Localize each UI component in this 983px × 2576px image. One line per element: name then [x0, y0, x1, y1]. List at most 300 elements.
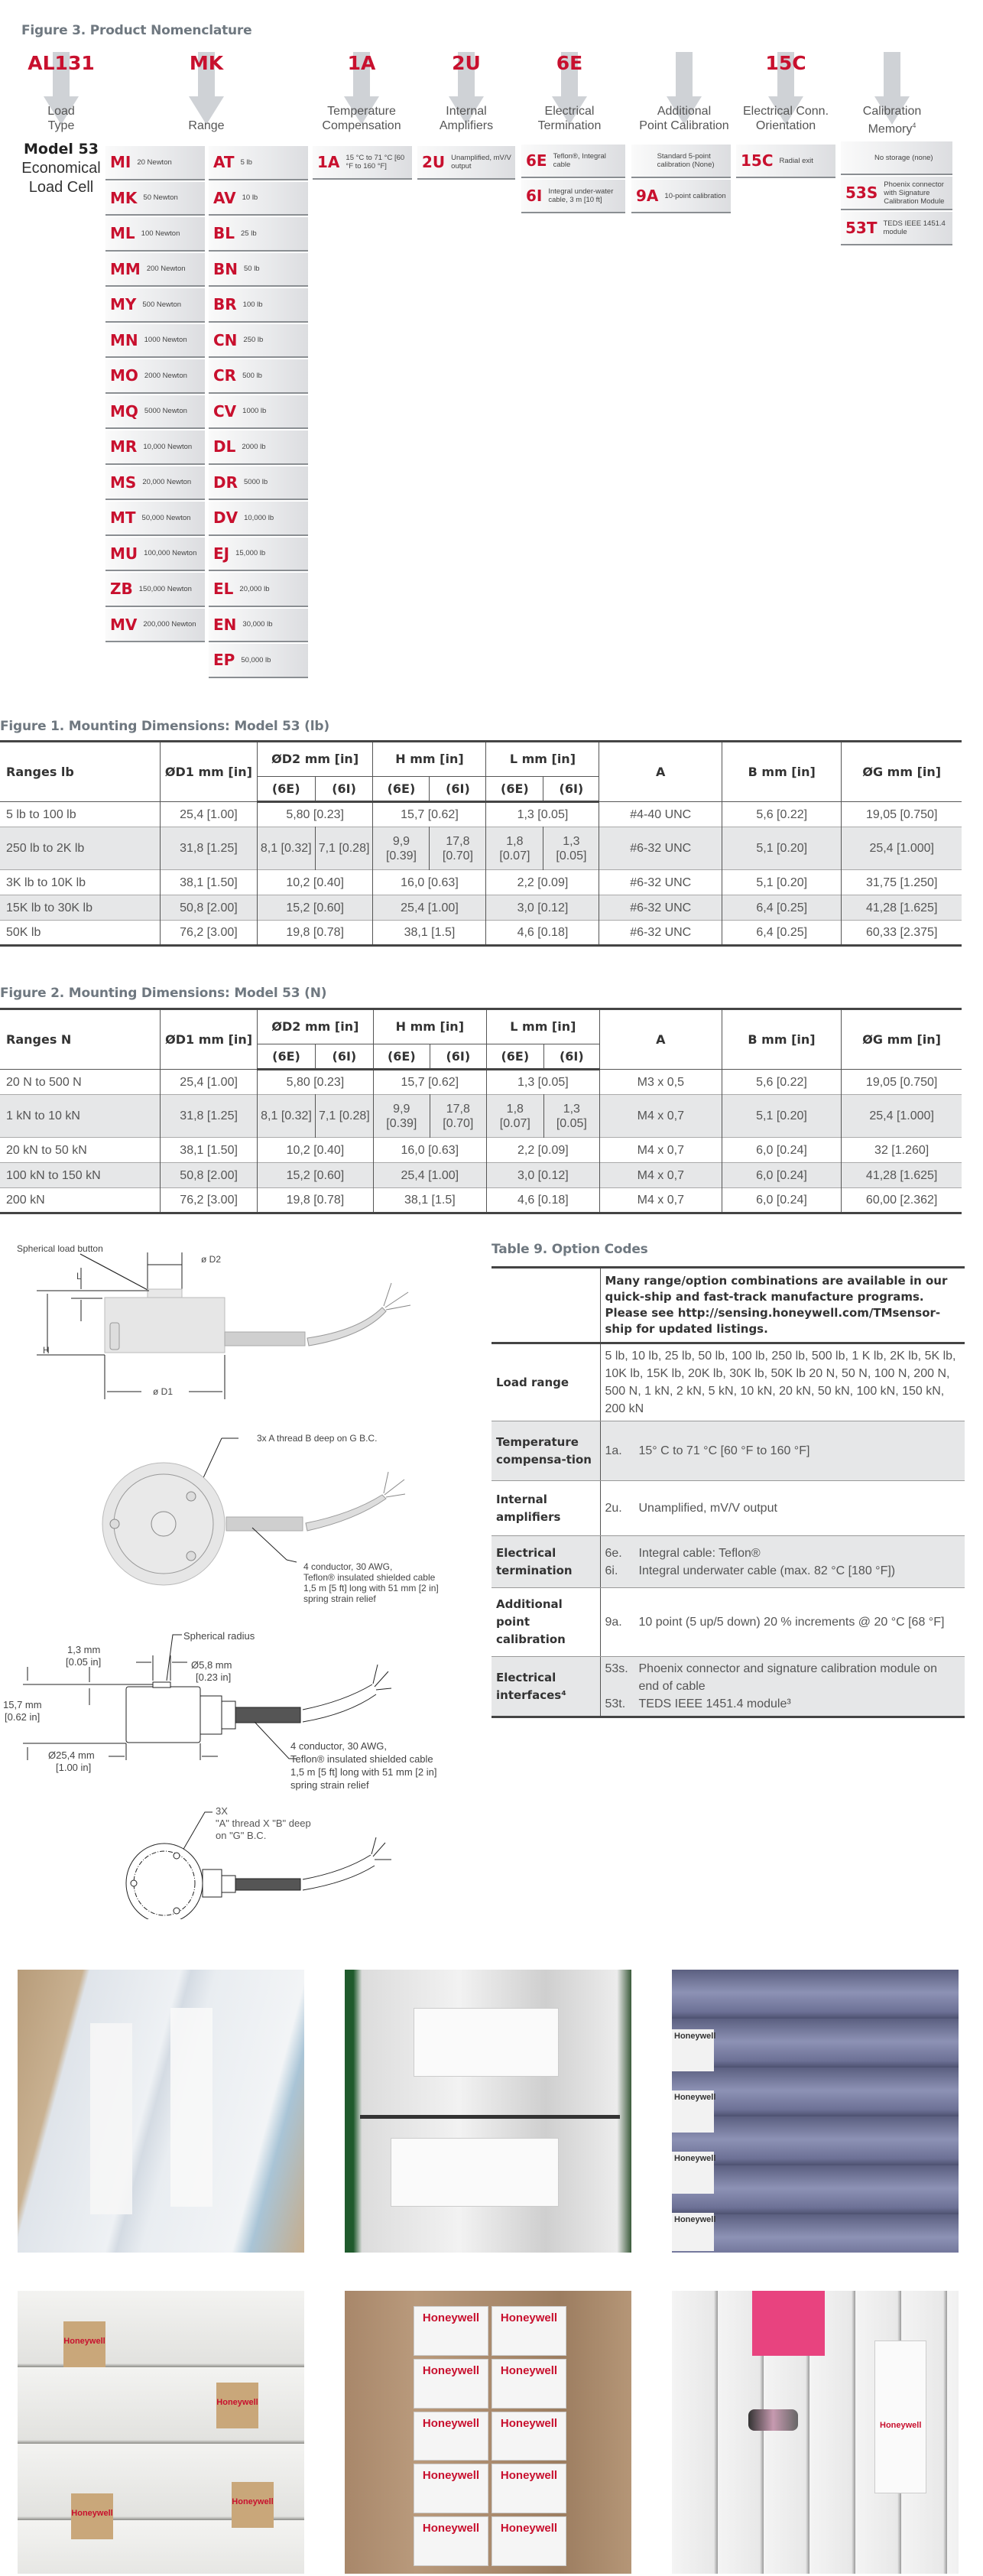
cell-body [126, 1687, 200, 1743]
cell-d2-6e: 8,1 [0.32] [258, 1095, 316, 1138]
load-button [148, 1289, 182, 1298]
label-h: H [43, 1345, 50, 1356]
sensor-sample [748, 2409, 798, 2431]
cell-h-6e: 9,9 [0.39] [373, 1095, 430, 1138]
cell-range: 50K lb [0, 921, 161, 946]
cell-b: 5,6 [0.22] [722, 802, 842, 827]
model-name: Model 53 [23, 141, 99, 158]
cell-l: 3,0 [0.12] [486, 895, 599, 921]
option-line [605, 1562, 961, 1580]
cell-b: 5,1 [0.20] [722, 870, 842, 895]
option-text: Phoenix connector and signature calibration module on end of cable [638, 1662, 937, 1693]
cell-range: 100 kN to 150 kN [0, 1163, 161, 1188]
option-code: MU [110, 544, 138, 563]
termination-option [521, 145, 625, 178]
cell-d2: 5,80 [0.23] [257, 802, 373, 827]
option-desc: 20 Newton [137, 158, 172, 167]
option-desc: 200 Newton [146, 265, 186, 274]
cell-range: 3K lb to 10K lb [0, 870, 161, 895]
cell-b: 5,1 [0.20] [722, 827, 842, 870]
cell-l: 4,6 [0.18] [486, 921, 599, 946]
label-l-mm: 1,3 mm [67, 1644, 101, 1655]
option-code: 6I [526, 187, 543, 205]
subheader-6e: (6E) [258, 1044, 316, 1070]
header-range: Ranges lb [0, 742, 161, 802]
wires [373, 1665, 391, 1690]
label-cable-line-1: 4 conductor, 30 AWG, [303, 1561, 393, 1572]
subheader-6e: (6E) [373, 1044, 430, 1070]
cell-g: 25,4 [1.000] [842, 1095, 962, 1138]
option-desc: 1000 Newton [144, 336, 187, 345]
range-option-lb [209, 182, 308, 216]
range-option-lb [209, 146, 308, 180]
option-line [605, 1499, 961, 1517]
option-code: MN [110, 330, 138, 349]
label-h-in: [0.62 in] [5, 1711, 41, 1723]
fig2-table [0, 1008, 962, 1214]
cell-b: 6,4 [0.25] [722, 921, 842, 946]
label-h-mm: 15,7 mm [3, 1699, 42, 1710]
option-line [605, 1545, 961, 1562]
cell-outline [126, 1843, 203, 1919]
leader-line [80, 1254, 149, 1291]
range-option-newton [105, 182, 205, 216]
product-box: Honeywell [414, 2306, 488, 2356]
product-box: Honeywell [492, 2359, 566, 2409]
cell-range: 5 lb to 100 lb [0, 802, 161, 827]
cell-d1: 31,8 [1.25] [161, 1095, 258, 1138]
option-code: MK [110, 188, 138, 207]
label-thread-line-3: on "G" B.C. [216, 1830, 267, 1841]
cell-d1: 50,8 [2.00] [161, 1163, 258, 1188]
calibration-option [631, 180, 731, 213]
option-text: 15° C to 71 °C [60 °F to 160 °F] [638, 1444, 810, 1457]
option-code: MM [110, 259, 141, 278]
label-d1-mm: Ø25,4 mm [48, 1749, 95, 1761]
range-option-lb [209, 217, 308, 252]
connector-step [222, 1701, 235, 1729]
cell-b: 5,6 [0.22] [722, 1070, 842, 1095]
nomenclature-code-mk: MK [189, 52, 224, 74]
cell-b: 6,0 [0.24] [722, 1138, 842, 1163]
option-code: CR [213, 366, 237, 385]
cell-h-6e: 9,9 [0.39] [373, 827, 430, 870]
cell-g: 41,28 [1.625] [842, 895, 962, 921]
cell-l-6e: 1,8 [0.07] [486, 1095, 543, 1138]
option-code: AV [213, 188, 236, 207]
option-line [605, 1660, 961, 1695]
label-l: L [76, 1271, 82, 1282]
option-code: 53S [845, 184, 878, 202]
option-desc: 2000 lb [242, 442, 266, 451]
product-box [874, 2340, 926, 2493]
photo-sealed-foil-bags [345, 1970, 631, 2253]
label-d2-mm: Ø5,8 mm [191, 1659, 232, 1671]
option-prefix: 1a. [605, 1444, 622, 1457]
cell-g: 31,75 [1.250] [842, 870, 962, 895]
subheader-6e: (6E) [257, 777, 315, 802]
load-button [153, 1682, 170, 1688]
range-option-lb [209, 395, 308, 430]
fig1-table [0, 740, 962, 947]
product-box: Honeywell [492, 2412, 566, 2461]
option-desc: 100 Newton [141, 229, 180, 238]
cell-d1: 76,2 [3.00] [161, 1188, 258, 1213]
cell-d2-6e: 8,1 [0.32] [257, 827, 315, 870]
label-3x: 3X [216, 1805, 228, 1817]
cell-l: 2,2 [0.09] [486, 870, 599, 895]
label-cable2-line-4: spring strain relief [290, 1779, 369, 1791]
seal-sticker: Honeywell [216, 2383, 258, 2428]
seal-sticker: Honeywell [63, 2321, 105, 2367]
option-code: ML [110, 224, 135, 243]
cell-h-6i: 17,8 [0.70] [430, 1095, 486, 1138]
option-desc: 30,000 lb [242, 620, 273, 629]
option-text: 5 lb, 10 lb, 25 lb, 50 lb, 100 lb, 250 lb, 500 lb, 1 K lb, 2K lb, 5K lb, 10K lb, 15K lb, 20K lb, 30K lb, 50K lb 20 N, 50 N, 100 N, 200 N, 500 N, 1 kN, 2 kN, 5 kN, 10 kN, 20 kN, 50 kN, 100 kN, 150 kN, 200 kN [605, 1350, 956, 1415]
product-box: Honeywell [492, 2516, 566, 2566]
cell-h: 38,1 [1.5] [373, 921, 486, 946]
option-label: Electrical termination [492, 1536, 600, 1588]
range-option-newton [105, 609, 205, 643]
cell-range: 20 kN to 50 kN [0, 1138, 161, 1163]
option-code: BL [213, 224, 235, 243]
header-l: L mm [in] [486, 1009, 599, 1044]
option-code: EN [213, 615, 237, 634]
header-d2: ØD2 mm [in] [258, 1009, 374, 1044]
nomenclature-code-1a: 1A [347, 52, 376, 74]
cell-d2: 19,8 [0.78] [257, 921, 373, 946]
thread-hole [174, 1908, 180, 1914]
range-option-lb [209, 359, 308, 394]
option-code: EL [213, 580, 234, 599]
cell-d2: 5,80 [0.23] [258, 1070, 374, 1095]
option-text: Integral cable: Teflon® [638, 1546, 761, 1560]
cell-g: 19,05 [0.750] [842, 1070, 962, 1095]
header-b: B mm [in] [722, 742, 842, 802]
label-cable-line-4: spring strain relief [303, 1593, 376, 1604]
cell-g: 60,33 [2.375] [842, 921, 962, 946]
leader-line [252, 1528, 287, 1560]
cell-a: M4 x 0,7 [599, 1163, 722, 1188]
cell-d1: 38,1 [1.50] [161, 1138, 258, 1163]
tube-label: Honeywell [672, 2090, 714, 2133]
nomenclature-code-al131: AL131 [28, 52, 95, 74]
label-spherical-radius: Spherical radius [183, 1630, 255, 1642]
option-prefix: 2u. [605, 1502, 622, 1515]
cable [303, 1684, 376, 1722]
option-code: BR [213, 295, 237, 314]
wires [384, 1283, 410, 1310]
brand-label: Honeywell [880, 2421, 922, 2430]
label-spherical-load-button: Spherical load button [17, 1243, 103, 1254]
nomenclature-code-15c: 15C [765, 52, 806, 74]
range-option-newton [105, 538, 205, 572]
option-code: DL [213, 437, 236, 456]
wires [371, 1837, 391, 1860]
option-desc: 150,000 Newton [138, 584, 192, 593]
product-box: Honeywell [414, 2412, 488, 2461]
option-row [492, 1588, 965, 1657]
cell-l-6i: 1,3 [0.05] [543, 827, 599, 870]
option-desc: Integral under-water cable, 3 m [10 ft] [548, 187, 614, 204]
range-option-newton [105, 253, 205, 287]
range-option-newton [105, 324, 205, 359]
cell-d2: 19,8 [0.78] [258, 1188, 374, 1213]
option-line [605, 1442, 961, 1460]
option-line [605, 1347, 961, 1418]
option-prefix: 6e. [605, 1546, 622, 1560]
option-line [605, 1613, 961, 1631]
range-option-lb [209, 573, 308, 607]
cell-g: 60,00 [2.362] [842, 1188, 962, 1213]
cell-a: M3 x 0,5 [599, 1070, 722, 1095]
memory-option [841, 212, 952, 245]
header-b: B mm [in] [722, 1009, 842, 1070]
label-thread-line-2: "A" thread X "B" deep [216, 1817, 311, 1829]
option-row [492, 1481, 965, 1536]
cell-l: 1,3 [0.05] [486, 1070, 599, 1095]
thread-hole [187, 1551, 196, 1561]
category-label: Internal Amplifiers [439, 105, 494, 132]
pink-foam [752, 2291, 825, 2356]
label-cable-line-3: 1,5 m [5 ft] long with 51 mm [2 in] [303, 1583, 439, 1593]
option-desc: 10,000 lb [244, 513, 274, 522]
label-cable2-line-2: Teflon® insulated shielded cable [290, 1753, 433, 1765]
label-d2-in: [0.23 in] [196, 1671, 232, 1683]
option-desc: 2000 Newton [144, 371, 187, 380]
option-desc: Phoenix connector with Signature Calibration Module [884, 180, 945, 206]
range-option-newton [105, 146, 205, 180]
option-desc: 100 lb [242, 300, 263, 309]
subheader-6i: (6I) [315, 777, 373, 802]
cell-a: M4 x 0,7 [599, 1138, 722, 1163]
header-g: ØG mm [in] [842, 742, 962, 802]
option-text: TEDS IEEE 1451.4 module³ [638, 1697, 791, 1710]
connector-step [222, 1876, 235, 1892]
option-code: 2U [422, 153, 446, 171]
wires [384, 1472, 405, 1497]
product-box: Honeywell [414, 2516, 488, 2566]
option-desc: 50,000 lb [241, 655, 271, 664]
table-row [0, 827, 962, 870]
cell-d1: 38,1 [1.50] [161, 870, 258, 895]
header-h: H mm [in] [373, 1009, 486, 1044]
cell-body [105, 1298, 225, 1353]
option-desc: Standard 5-point calibration (None) [657, 152, 715, 169]
range-option-newton [105, 502, 205, 536]
thread-hole [110, 1519, 119, 1528]
cell-d1: 25,4 [1.00] [161, 802, 258, 827]
subheader-6i: (6I) [430, 1044, 486, 1070]
subheader-6e: (6E) [486, 1044, 543, 1070]
thread-hole [131, 1880, 137, 1886]
option-code: DR [213, 473, 238, 492]
option-desc: 5000 Newton [144, 407, 187, 416]
header-h: H mm [in] [373, 742, 486, 777]
tube-label: Honeywell [672, 2152, 714, 2194]
cell-l: 2,2 [0.09] [486, 1138, 599, 1163]
option-desc: 10 lb [242, 193, 258, 203]
range-option-newton [105, 359, 205, 394]
cell-h: 16,0 [0.63] [373, 1138, 486, 1163]
cell-l: 3,0 [0.12] [486, 1163, 599, 1188]
subheader-6i: (6I) [543, 1044, 599, 1070]
option-code: CN [213, 330, 238, 349]
range-option-lb [209, 609, 308, 643]
cell-h: 38,1 [1.5] [373, 1188, 486, 1213]
orientation-option [736, 145, 835, 178]
calibration-option [631, 145, 731, 178]
model-label [15, 140, 107, 197]
header-a: A [599, 1009, 722, 1070]
photo-packaged-bags-in-box [18, 1970, 304, 2253]
label-cable2-line-1: 4 conductor, 30 AWG, [290, 1740, 387, 1752]
option-label: Temperature compensa-tion [492, 1421, 600, 1481]
range-option-newton [105, 395, 205, 430]
option-code: DV [213, 508, 238, 528]
option-code: EP [213, 651, 235, 670]
cell-h: 25,4 [1.00] [373, 895, 486, 921]
cell-a: #4-40 UNC [599, 802, 722, 827]
option-code: MT [110, 508, 136, 528]
range-option-lb [209, 253, 308, 287]
strain-relief [235, 1879, 300, 1890]
table-row [0, 1095, 962, 1138]
memory-option [841, 177, 952, 210]
photo-boxes-in-carton [345, 2291, 631, 2574]
range-option-lb [209, 502, 308, 536]
category-label: Electrical Termination [537, 105, 602, 132]
cell-a: #6-32 UNC [599, 921, 722, 946]
cell-l: 4,6 [0.18] [486, 1188, 599, 1213]
option-desc: 50 Newton [143, 193, 178, 203]
subheader-6e: (6E) [486, 777, 543, 802]
cell-b: 6,0 [0.24] [722, 1163, 842, 1188]
bag-seam [360, 2115, 620, 2119]
option-prefix: 53t. [605, 1697, 626, 1710]
cell-a: #6-32 UNC [599, 870, 722, 895]
cell-d2-6i: 7,1 [0.28] [315, 1095, 373, 1138]
header-d1: ØD1 mm [in] [161, 1009, 258, 1070]
option-desc: Teflon®, Integral cable [553, 152, 606, 169]
thread-hole [187, 1492, 196, 1501]
option-desc: 15,000 lb [235, 549, 266, 558]
option-text: 10 point (5 up/5 down) 20 % increments @ 20 °C [68 °F] [638, 1616, 945, 1629]
option-code: 9A [636, 187, 659, 205]
label-cable2-line-3: 1,5 m [5 ft] long with 51 mm [2 in] [290, 1766, 437, 1778]
label-sticker [90, 2023, 132, 2214]
option-code: MS [110, 473, 137, 492]
range-option-newton [105, 430, 205, 465]
memory-option [841, 141, 952, 175]
product-box: Honeywell [414, 2359, 488, 2409]
option-desc: No storage (none) [874, 153, 933, 162]
seal-sticker: Honeywell [232, 2482, 274, 2528]
strain-relief [235, 1707, 300, 1723]
option-desc: 5000 lb [244, 478, 268, 487]
leader-line [287, 1560, 297, 1562]
header-d2: ØD2 mm [in] [257, 742, 373, 777]
option-desc: Unamplified, mV/V output [451, 154, 511, 171]
option-code: EJ [213, 544, 230, 563]
option-desc: TEDS IEEE 1451.4 module [883, 219, 946, 236]
photo-sensors-in-tubes [672, 1970, 959, 2253]
subheader-6i: (6I) [315, 1044, 373, 1070]
option-desc: 500 lb [242, 371, 262, 380]
option-label: Additional point calibration [492, 1588, 600, 1657]
cell-a: #6-32 UNC [599, 827, 722, 870]
category-label: Additional Point Calibration [639, 105, 729, 132]
side-view-svg [0, 1239, 474, 1437]
category-label: Range [188, 119, 225, 132]
bottom-view-svg [0, 1437, 474, 1590]
cell-h: 25,4 [1.00] [373, 1163, 486, 1188]
cell-l-6i: 1,3 [0.05] [543, 1095, 599, 1138]
option-prefix: 6i. [605, 1564, 618, 1577]
tube-label: Honeywell [672, 2029, 714, 2071]
cell-g: 41,28 [1.625] [842, 1163, 962, 1188]
cell-d2: 10,2 [0.40] [257, 870, 373, 895]
option-code: 6E [526, 151, 547, 170]
option-desc: 10-point calibration [664, 191, 726, 200]
option-row [492, 1657, 965, 1717]
cable [303, 1855, 375, 1890]
option-prefix: 9a. [605, 1616, 622, 1629]
cell-g: 25,4 [1.000] [842, 827, 962, 870]
table-row [0, 1188, 962, 1213]
label-thread: 3x A thread B deep on G B.C. [257, 1433, 378, 1444]
label-sticker [170, 2008, 212, 2207]
seal-sticker: Honeywell [71, 2493, 113, 2539]
option-desc: 100,000 Newton [144, 549, 197, 558]
product-box: Honeywell [492, 2306, 566, 2356]
header-g: ØG mm [in] [842, 1009, 962, 1070]
option-code: MQ [110, 401, 138, 421]
option-code: 53T [845, 219, 878, 237]
table-row [0, 870, 962, 895]
cell-d1: 76,2 [3.00] [161, 921, 258, 946]
label-cable-line-2: Teflon® insulated shielded cable [303, 1572, 436, 1583]
nomenclature-title: Figure 3. Product Nomenclature [21, 23, 252, 38]
temp-option [313, 146, 412, 180]
cell-h: 16,0 [0.63] [373, 870, 486, 895]
category-label: Load Type [47, 105, 75, 132]
option-code: MO [110, 366, 138, 385]
cable [307, 1307, 386, 1346]
option-code: CV [213, 401, 237, 421]
option-desc: 1000 lb [242, 407, 267, 416]
tube-label: Honeywell [672, 2213, 714, 2251]
option-label: Electrical interfaces⁴ [492, 1657, 600, 1717]
cell-l: 1,3 [0.05] [486, 802, 599, 827]
leader-line [167, 1635, 182, 1681]
cell-l-6e: 1,8 [0.07] [486, 827, 543, 870]
cell-d2: 15,2 [0.60] [257, 895, 373, 921]
range-option-lb [209, 644, 308, 678]
photo-esd-boxes [18, 2291, 304, 2574]
cell-d1: 50,8 [2.00] [161, 895, 258, 921]
label-d1-in: [1.00 in] [56, 1762, 92, 1773]
option-desc: 25 lb [241, 229, 257, 238]
cable [306, 1495, 386, 1531]
label-sticker [391, 2138, 559, 2207]
nomenclature-code-2u: 2U [452, 52, 481, 74]
option-label: Load range [492, 1343, 600, 1421]
range-option-lb [209, 466, 308, 501]
connector [203, 1869, 222, 1897]
option-desc: 20,000 Newton [142, 478, 192, 487]
model-line2: Load Cell [28, 179, 94, 196]
